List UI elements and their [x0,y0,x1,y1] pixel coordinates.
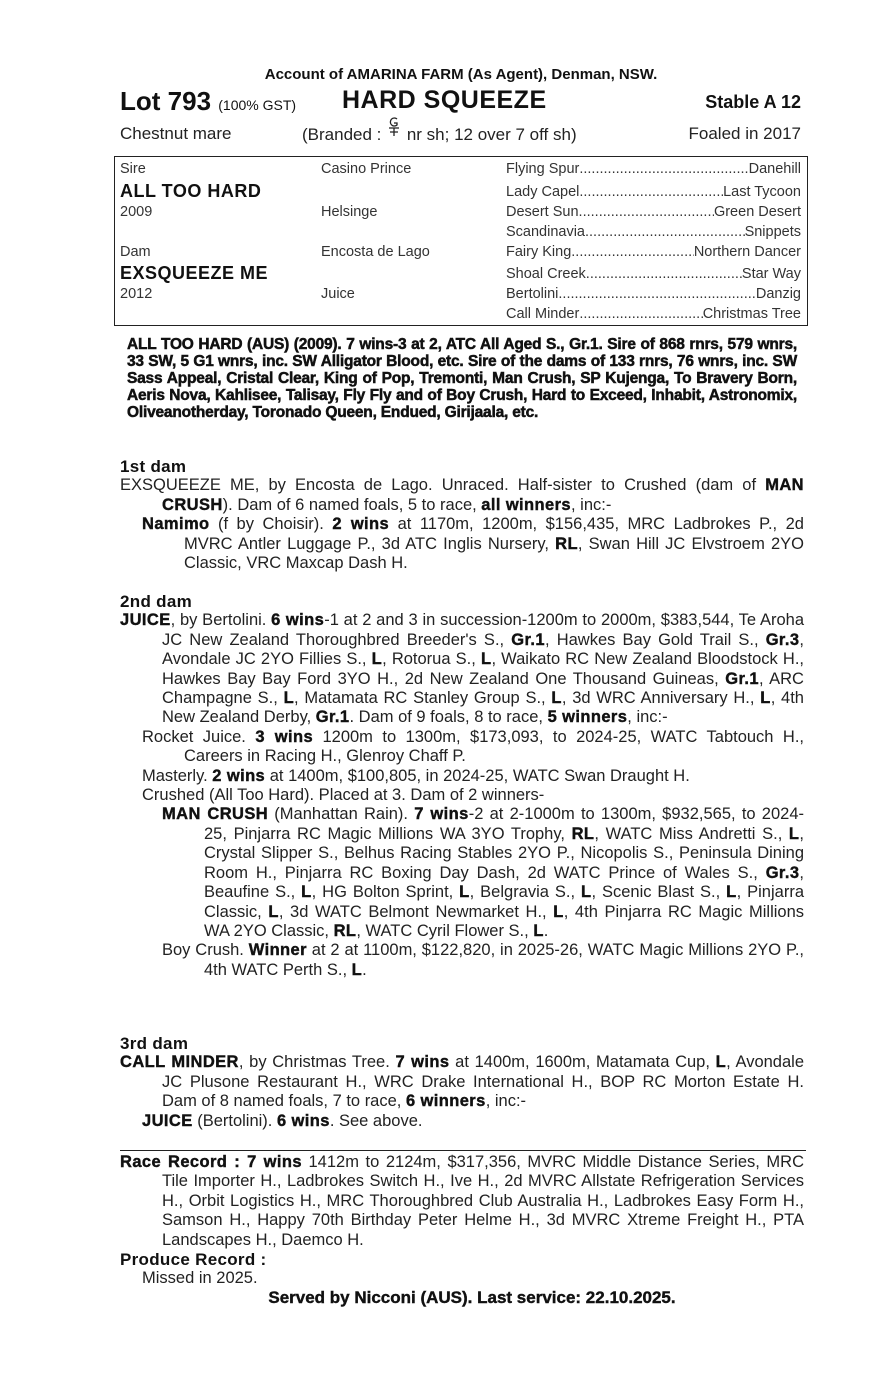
bold-text: Gr.1 [511,630,545,649]
gp-right: Danehill [748,161,801,177]
bold-text: 2 wins [332,515,390,534]
grandparent-row [506,306,801,322]
service-note: Served by Nicconi (AUS). Last service: 22.10.2025. [268,1288,676,1307]
dam-label: Dam [120,244,151,260]
bold-text: 7 wins [414,805,469,824]
bold-text: all winners [481,495,571,514]
lot-label: Lot 793 [120,86,212,116]
progeny-entry [142,515,804,573]
brand-suffix: nr sh; 12 over 7 off sh) [402,125,577,144]
gp-left: Shoal Creek [506,266,586,282]
progeny-name: Namimo [142,515,210,534]
bold-text: 6 wins [271,611,325,630]
second-dam-section [120,592,804,980]
text: Boy Crush. [162,941,249,960]
text: . Dam of 9 foals, 8 to race, [349,708,548,727]
second-dam-heading: 2nd dam [120,592,193,611]
bold-text: Gr.1 [725,669,759,688]
text: , 3d WRC Anniversary H., [561,689,761,708]
gp-left: Scandinavia [506,224,585,240]
brand-description [302,124,577,145]
dam-dam: Juice [321,286,355,302]
grandparent-row [506,161,801,177]
text: Masterly. [142,766,213,785]
text: , Hawkes Bay Gold Trail S., [544,630,766,649]
progeny-entry [142,767,804,786]
text: . [543,921,549,940]
progeny-name: MAN CRUSH [162,805,269,824]
gp-left: Fairy King [506,244,572,260]
gp-right: Christmas Tree [702,306,801,322]
bold-text: Gr.1 [315,708,350,727]
bold-text: L [301,883,312,902]
text: , Swan Hill JC Elvstroem 2YO Classic, VRC Maxcap Dash H. [184,534,804,573]
bold-text: 6 winners [405,1092,486,1111]
dam-sire: Encosta de Lago [321,244,430,260]
text: , inc:- [627,708,668,727]
grandparent-row [506,266,801,282]
gp-right: Green Desert [713,204,801,220]
first-dam-section [120,457,804,573]
text: , WATC Cyril Flower S., [356,921,534,940]
progeny-name: JUICE [142,1111,193,1130]
text: , ARC Champagne S., [162,669,804,708]
bold-text: 3 wins [255,727,314,746]
progeny-entry: Crushed (All Too Hard). Placed at 3. Dam of 2 winners- [142,786,545,805]
records-section [120,1153,804,1289]
text: , Avondale JC Plusone Restaurant H., WRC Drake International H., BOP RC Morton Estate H. Dam of 8 named foals, 7 to race, [162,1053,804,1111]
race-record-label: Race Record : 7 wins [120,1153,302,1171]
grandparent-row [506,224,801,240]
sire-year: 2009 [120,204,153,220]
bold-text: Winner [248,941,307,960]
text: . See above. [329,1111,423,1130]
text: , 4th New Zealand Derby, [162,689,804,727]
divider [120,1150,806,1151]
third-dam-paragraph [120,1053,804,1111]
text: -1 at 2 and 3 in succession-1200m to 2000m, $383,544, Te Aroha JC New Zealand Thoroughbred Breeder's S., [162,611,804,649]
text: ). Dam of 6 named foals, 5 to race, [222,495,482,514]
sire-label: Sire [120,161,146,177]
text: -2 at 2-1000m to 1300m, $932,565, to 2024-25, Pinjarra RC Magic Millions WA 3YO Trophy, [204,805,804,843]
dam-year: 2012 [120,286,153,302]
horse-name: HARD SQUEEZE [342,86,547,114]
text: , Matamata RC Stanley Group S., [294,689,552,708]
gp-left: Lady Capel [506,184,580,200]
bold-text: 5 winners [547,708,628,727]
progeny-entry [142,1112,804,1131]
bold-text: Gr.3 [765,863,800,882]
produce-record-label: Produce Record : [120,1250,267,1270]
gp-left: Bertolini [506,286,559,302]
brand-prefix: (Branded : [302,125,387,144]
sire-sire: Casino Prince [321,161,412,177]
brand-mark-icon [386,124,402,142]
lot-number [120,86,296,117]
sire-summary: ALL TOO HARD (AUS) (2009). 7 wins-3 at 2, ATC All Aged S., Gr.1. Sire of 868 rnrs, 579 wnrs, 33 SW, 5 G1 wnrs, inc. SW Alligator Blood, etc. Sire of the dams of 133 rnrs, 76 wnrs, inc. SW Sass Appeal, Cristal Clear, King of Pop, Tremonti, Man Crush, SP Kujenga, To Bravery Born, Aeris Nova, Kahlisee, Talisay, Fly Fly and of Boy Crush, Hard to Exceed, Inhabit, Astronomix, Oliveanotherday, Toronado Queen, Endued, Girijaala, etc. [127,336,797,421]
text: EXSQUEEZE ME, by Encosta de Lago. Unraced. Half-sister to Crushed (dam of [120,476,766,495]
bold-text: L [268,902,279,921]
sex-colour: Chestnut mare [120,124,232,143]
dam-name: JUICE [120,611,171,630]
text: at 2 at 1100m, $122,820, in 2025-26, WATC Magic Millions 2YO P., 4th WATC Perth S., [204,941,804,979]
gst-note: (100% GST) [218,97,297,113]
bold-text: RL [571,824,595,843]
sire-dam: Helsinge [321,204,378,220]
bold-text: RL [333,921,357,940]
stable-location: Stable A 12 [705,92,801,112]
foaled-year: Foaled in 2017 [688,124,801,143]
third-dam-section [120,1034,804,1131]
gp-left: Flying Spur [506,161,580,177]
grandparent-row [506,204,801,220]
gp-right: Northern Dancer [693,244,801,260]
bold-text: L [459,883,470,902]
dam-name: EXSQUEEZE ME [120,263,269,283]
text: , 3d WATC Belmont Newmarket H., [278,902,554,921]
grand-progeny-entry [162,941,804,980]
bold-text: L [480,650,492,669]
race-record [120,1153,804,1250]
gp-right: Danzig [755,286,801,302]
vendor-account: Account of AMARINA FARM (As Agent), Denman, NSW. [264,66,658,83]
text: , Beaufine S., [204,863,804,902]
bold-text: L [715,1053,727,1072]
bold-text: L [283,689,295,708]
text: , Rotorua S., [382,650,481,669]
lot-line [120,86,805,118]
bold-text: L [726,883,737,902]
grandparent-row [506,184,801,200]
bold-text: Gr.3 [765,630,800,649]
bold-text: L [551,689,562,708]
text: , Avondale JC 2YO Fillies S., [162,630,804,669]
bold-text: L [371,650,383,669]
text: . [362,960,367,979]
text: , Belgravia S., [469,883,581,902]
produce-record-text: Missed in 2025. [142,1269,258,1288]
text: , Crystal Slipper S., Belhus Racing Stables 2YO P., Nicopolis S., Peninsula Dining Room H., Pinjarra RC Boxing Day Dash, 2d WATC Prince of Wales S., [204,824,804,882]
gp-right: Star Way [741,266,801,282]
bold-text: L [580,883,592,902]
grandparent-row [506,244,801,260]
text: 1200m to 1300m, $173,093, to 2024-25, WATC Tabtouch H., Careers in Racing H., Glenroy Chaff P. [184,727,805,766]
gp-left: Desert Sun [506,204,579,220]
bold-text: RL [555,534,578,553]
bold-text: L [788,824,800,843]
bold-text: L [533,921,544,940]
dam-name: CALL MINDER [120,1053,239,1072]
bold-text: 2 wins [212,766,266,785]
second-dam-paragraph [120,611,804,727]
grand-progeny-entry [162,805,804,941]
text: (f by Choisir). [209,515,333,534]
pedigree-table [114,156,808,326]
text: , inc:- [485,1092,527,1111]
race-record-text: 1412m to 2124m, $317,356, MVRC Middle Distance Series, MRC Tile Importer H., Ladbrokes Switch H., Ive H., 2d MVRC Allstate Refrigeration Services H., Orbit Logistics H., MRC Thoroughbred Club Australia H., Ladbrokes Easy Form H., Samson H., Happy 70th Birthday Peter Helme H., 3d MVRC Xtreme Freight H., PTA Landscapes H., Daemco H. [162,1153,804,1249]
gp-right: Last Tycoon [723,184,801,200]
text: (Bertolini). [192,1111,277,1130]
bold-text: L [760,689,771,708]
bold-text: L [351,960,363,979]
text: , Scenic Blast S., [591,883,727,902]
text: , Pinjarra Classic, [204,883,804,921]
text: , by Bertolini. [170,611,272,630]
bold-text: L [553,902,564,921]
gp-right: Snippets [744,224,801,240]
bold-text: 7 wins [395,1053,450,1072]
text: (Manhattan Rain). [268,805,415,824]
text: at 1170m, 1200m, $156,435, MRC Ladbrokes P., 2d MVRC Antler Luggage P., 3d ATC Inglis Nursery, [184,515,804,553]
gp-left: Call Minder [506,306,580,322]
text: , Waikato RC New Zealand Bloodstock H., Hawkes Bay Bay Ford 3YO H., 2d New Zealand One Thousand Guineas, [162,650,805,688]
text: , inc:- [570,495,612,514]
first-dam-paragraph [120,476,804,515]
sire-name: ALL TOO HARD [120,181,262,201]
grandparent-row [506,286,801,302]
progeny-entry [142,728,804,767]
text: Rocket Juice. [142,727,256,746]
text: at 1400m, 1600m, Matamata Cup, [449,1053,716,1072]
text: , HG Bolton Sprint, [311,883,460,902]
text: , WATC Miss Andretti S., [594,824,789,843]
bold-text: MAN CRUSH [162,476,804,514]
bold-text: 6 wins [276,1111,330,1130]
third-dam-heading: 3rd dam [120,1034,189,1053]
first-dam-heading: 1st dam [120,457,187,476]
text: , by Christmas Tree. [238,1053,396,1072]
text: , 4th Pinjarra RC Magic Millions WA 2YO Classic, [204,902,805,940]
text: at 1400m, $100,805, in 2024-25, WATC Swan Draught H. [265,766,690,785]
